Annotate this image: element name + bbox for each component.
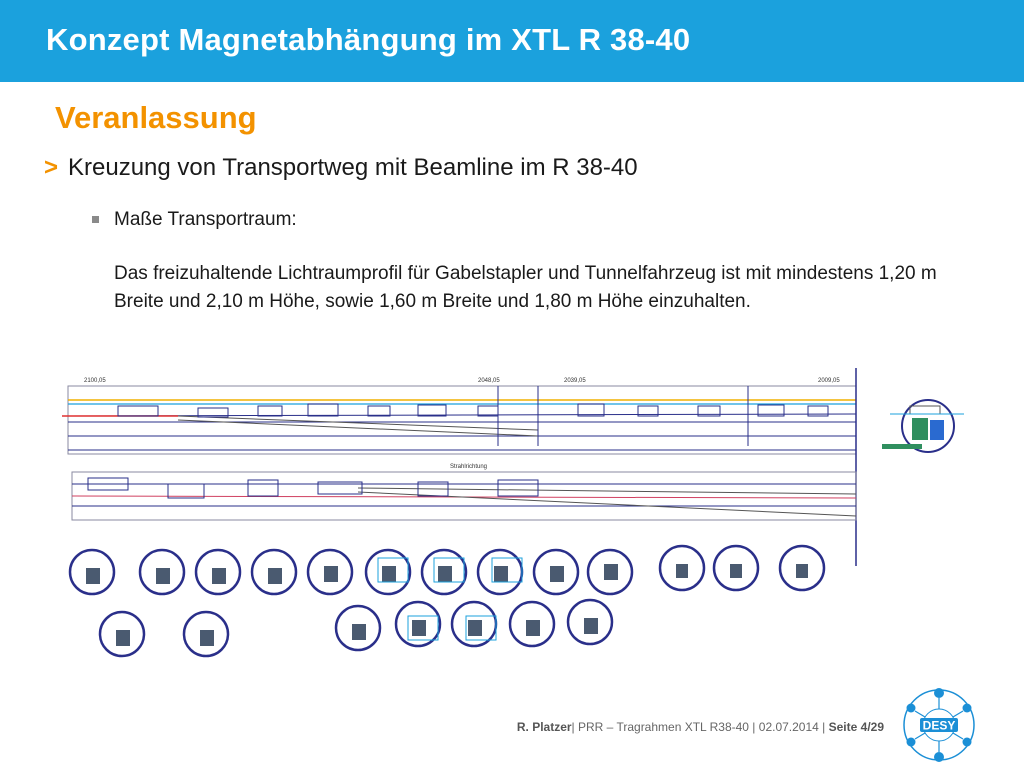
footer: R. Platzer| PRR – Tragrahmen XTL R38-40 | 02.07.2014 | Seite 4/29 (516, 720, 884, 734)
bullet-main (44, 154, 638, 182)
drawing-label: 2048,05 (478, 378, 500, 384)
technical-drawing (58, 366, 978, 666)
section-title: Veranlassung (55, 100, 257, 135)
bullet-sub-heading: Maße Transportraum: (114, 209, 297, 230)
slide-title: Konzept Magnetabhängung im XTL R 38-40 (46, 22, 691, 57)
chevron-right-icon: > (44, 154, 59, 181)
drawing-label: 2039,05 (564, 378, 586, 384)
desy-logo (900, 686, 978, 764)
drawing-label: 2100,05 (84, 378, 106, 384)
bullet-sub-body: Das freizuhaltende Lichtraumprofil für Gabelstapler und Tunnelfahrzeug ist mit mindestens 1,20 m Breite und 2,10 m Höhe, sowie 1,60 m Breite und 1,80 m Höhe einzuhalten. (114, 263, 937, 312)
footer-project: PRR – Tragrahmen XTL R38-40 (578, 720, 749, 734)
footer-author: R. Platzer (516, 720, 572, 734)
logo-text: DESY (922, 718, 956, 733)
footer-page: Seite 4/29 (828, 720, 884, 734)
square-bullet-icon (92, 216, 99, 223)
title-bar (0, 0, 1024, 82)
drawing-label: 2009,05 (818, 378, 840, 384)
footer-date: 02.07.2014 (758, 720, 819, 734)
drawing-label: Strahlrichtung (450, 464, 488, 470)
bullet-sub (92, 206, 962, 316)
cross-section-detail (882, 400, 964, 452)
tunnel-cross-sections (70, 546, 824, 656)
side-view (62, 378, 856, 454)
top-view (72, 464, 856, 520)
bullet-main-text: Kreuzung von Transportweg mit Beamline im R 38-40 (68, 154, 638, 181)
